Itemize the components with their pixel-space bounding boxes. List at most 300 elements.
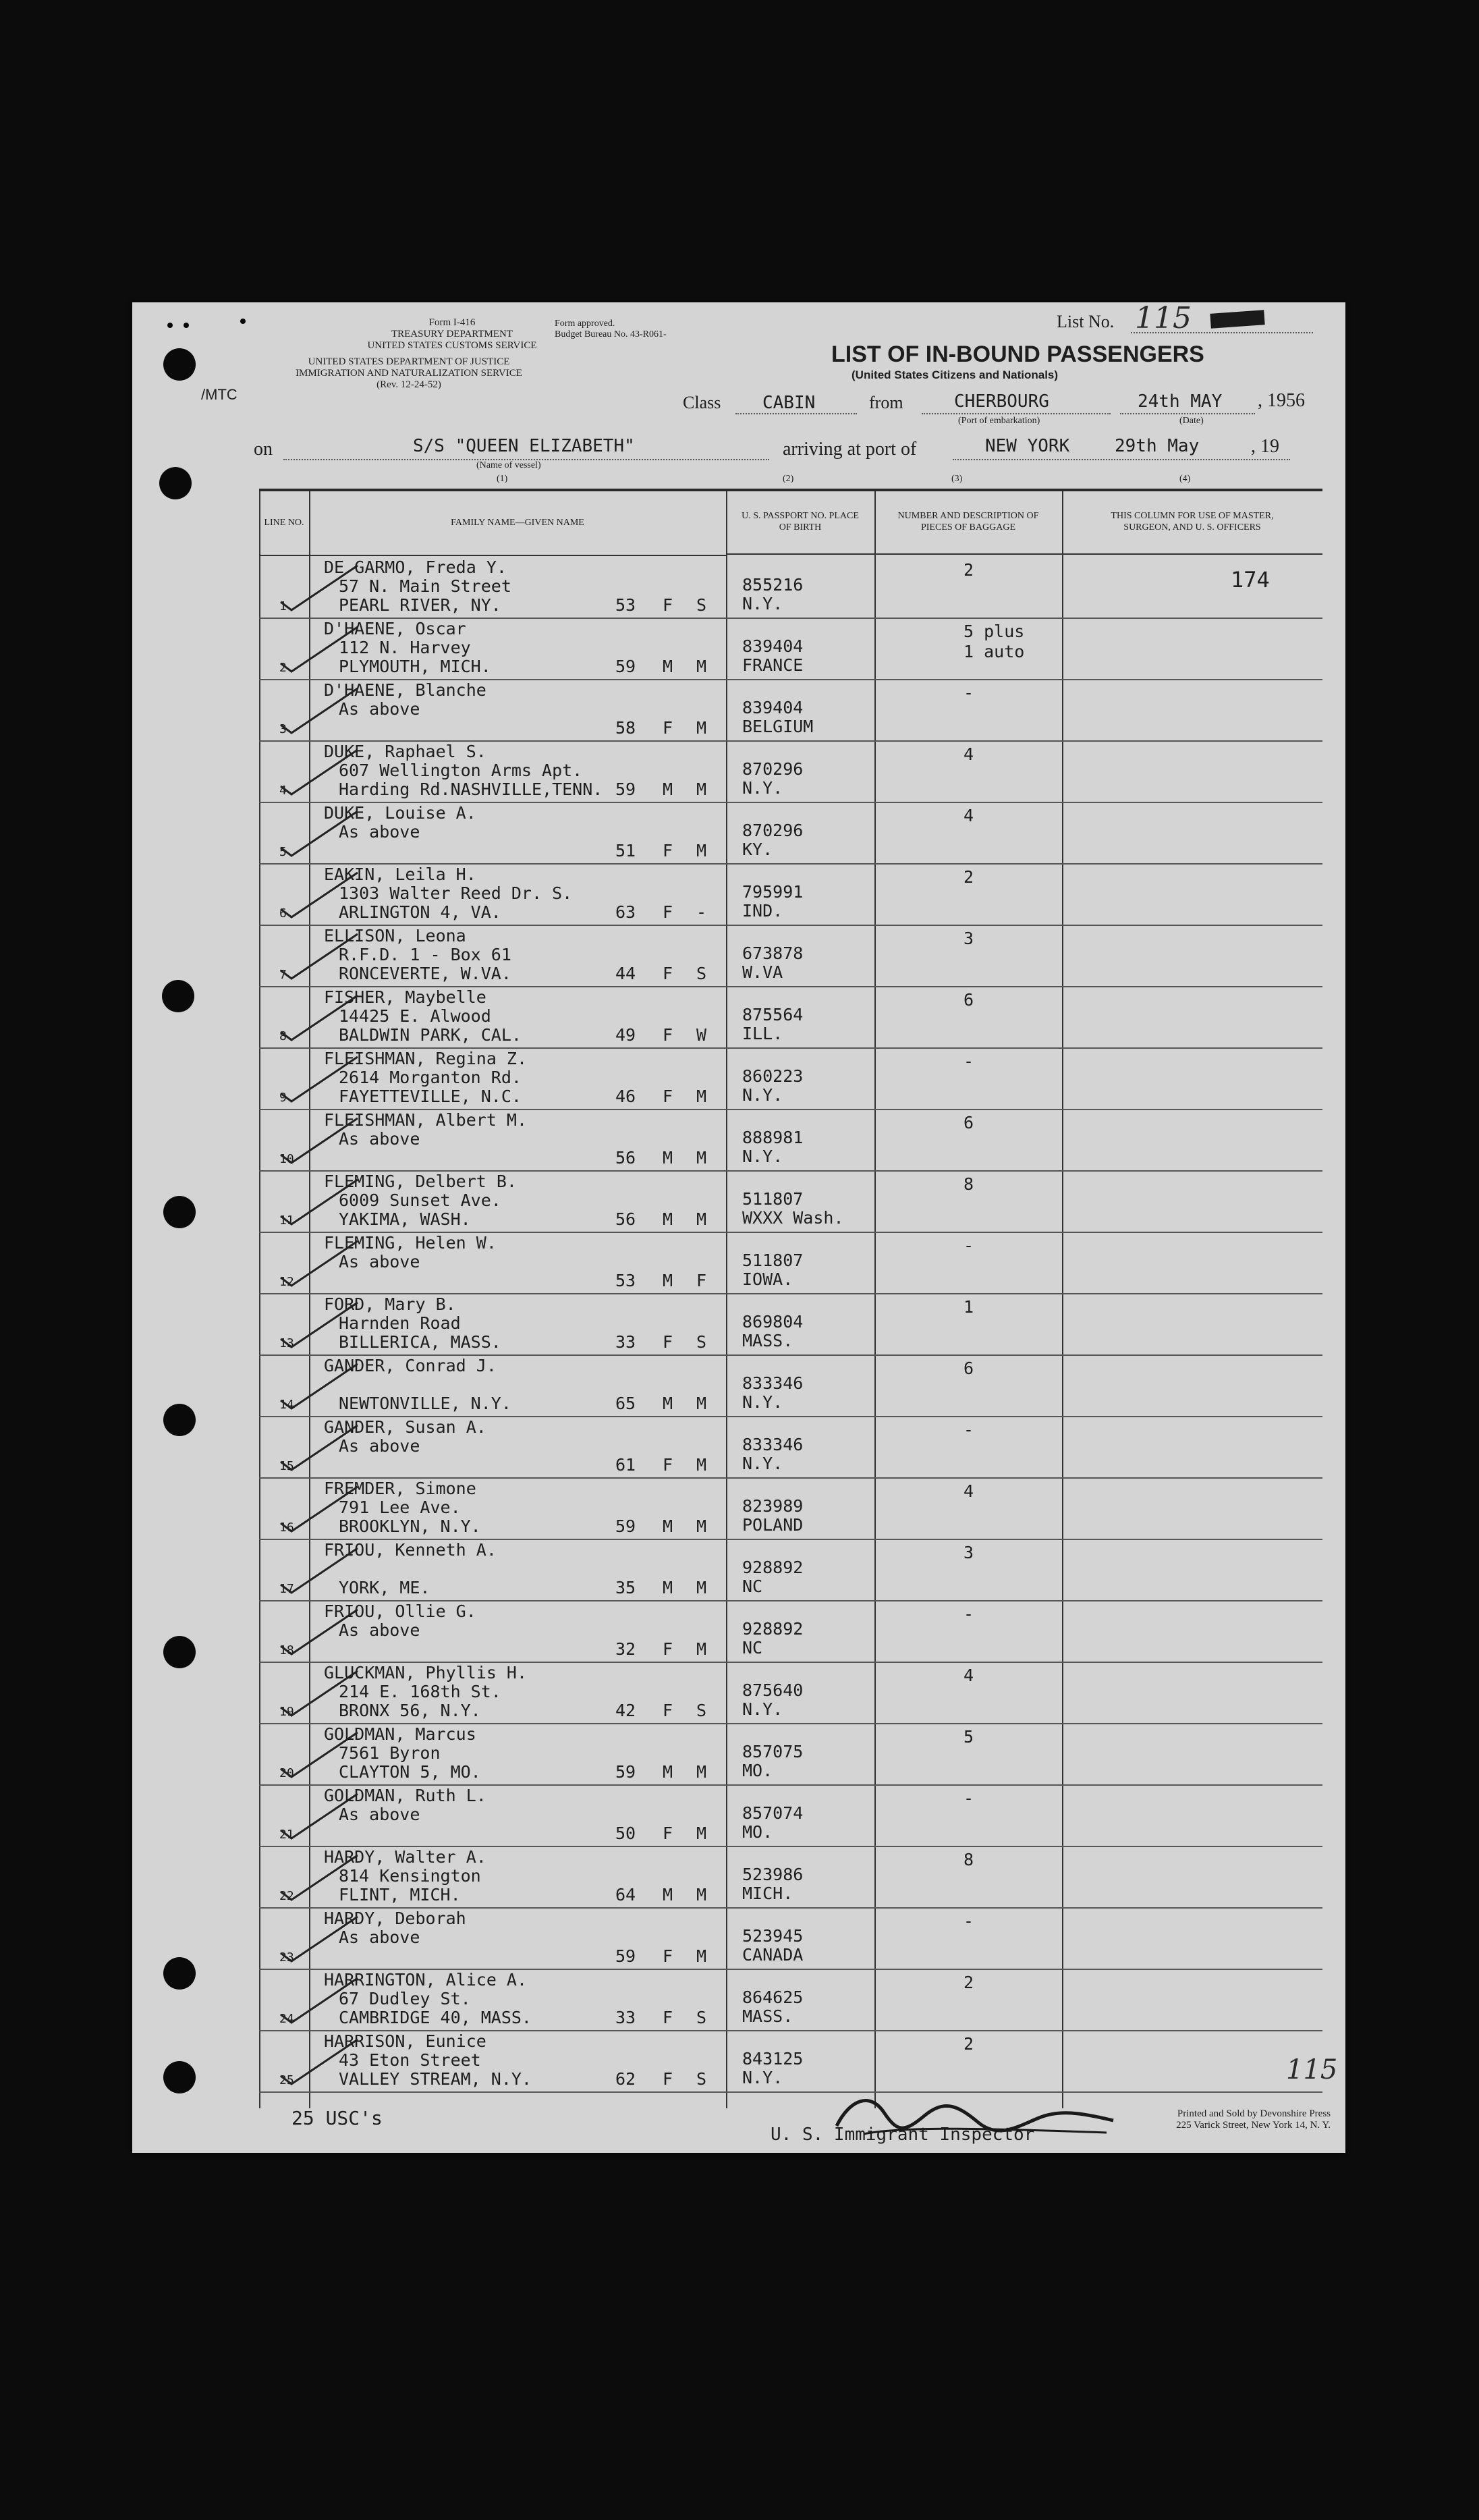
address-line-2: NEWTONVILLE, N.Y. xyxy=(339,1394,511,1413)
sex: F xyxy=(663,595,673,615)
place-of-birth: W.VA xyxy=(742,962,783,982)
place-of-birth: N.Y. xyxy=(742,1699,783,1719)
address-line-2: VALLEY STREAM, N.Y. xyxy=(339,2069,532,2089)
passport-number: 511807 xyxy=(742,1189,804,1209)
address-line-1: 6009 Sunset Ave. xyxy=(339,1190,501,1210)
baggage-count: - xyxy=(964,1604,974,1624)
place-of-birth: WXXX Wash. xyxy=(742,1208,844,1228)
age: 65 xyxy=(615,1394,636,1413)
passenger-name: FRIOU, Ollie G. xyxy=(324,1601,476,1621)
address-line-2: FLINT, MICH. xyxy=(339,1885,461,1905)
sex: F xyxy=(663,1025,673,1045)
marital-status: M xyxy=(696,1885,707,1905)
baggage-count: 2 xyxy=(964,560,974,580)
budget-bureau: Budget Bureau No. 43-R061- xyxy=(555,329,667,339)
place-of-birth: MO. xyxy=(742,1761,773,1780)
passenger-name: HARDY, Deborah xyxy=(324,1909,466,1928)
inspector-title: U. S. Immigrant Inspector xyxy=(771,2125,1035,2145)
sex: F xyxy=(663,1332,673,1352)
passport-number: 875640 xyxy=(742,1680,804,1700)
ins-service: IMMIGRATION AND NATURALIZATION SERVICE xyxy=(296,368,522,379)
col-number-3: (3) xyxy=(951,474,963,484)
sex: F xyxy=(663,1824,673,1843)
checkmark-icon xyxy=(277,1481,364,1535)
passenger-name: FLEISHMAN, Regina Z. xyxy=(324,1049,528,1068)
age: 49 xyxy=(615,1025,636,1045)
table-row xyxy=(259,1416,1322,1479)
sex: F xyxy=(663,1087,673,1106)
punch-hole xyxy=(159,467,192,499)
sex: F xyxy=(663,1701,673,1720)
baggage-count: 4 xyxy=(964,806,974,825)
address-line-2: BILLERICA, MASS. xyxy=(339,1332,501,1352)
passport-number: 870296 xyxy=(742,821,804,840)
passport-number: 860223 xyxy=(742,1066,804,1086)
marital-status: M xyxy=(696,841,707,860)
list-number-line xyxy=(1131,332,1313,333)
line-number: 14 xyxy=(279,1398,294,1412)
checkmark-icon xyxy=(277,1788,364,1842)
passenger-name: GANDER, Susan A. xyxy=(324,1417,486,1437)
from-label: from xyxy=(869,393,903,412)
age: 53 xyxy=(615,1271,636,1290)
checkmark-icon xyxy=(277,2034,364,2088)
table-row xyxy=(259,1354,1322,1417)
marital-status: M xyxy=(696,1578,707,1597)
checkmark-icon xyxy=(277,1604,364,1658)
checkmark-icon xyxy=(277,1051,364,1105)
age: 61 xyxy=(615,1455,636,1475)
place-of-birth: KY. xyxy=(742,840,773,859)
address-line-2: Harding Rd.NASHVILLE,TENN. xyxy=(339,779,603,799)
date-line xyxy=(1120,413,1255,414)
passport-number: 857074 xyxy=(742,1803,804,1823)
age: 58 xyxy=(615,718,636,738)
address-line-1: 814 Kensington xyxy=(339,1866,481,1886)
marital-status: M xyxy=(696,1148,707,1168)
address-line-1: R.F.D. 1 - Box 61 xyxy=(339,945,511,964)
baggage-count: 6 xyxy=(964,1113,974,1132)
sex: M xyxy=(663,779,673,799)
age: 59 xyxy=(615,779,636,799)
marital-status: S xyxy=(696,964,707,983)
passenger-name: GOLDMAN, Ruth L. xyxy=(324,1786,486,1805)
form-title: LIST OF IN-BOUND PASSENGERS xyxy=(831,341,1204,367)
place-of-birth: MASS. xyxy=(742,1331,793,1350)
line-number: 9 xyxy=(279,1091,287,1105)
total-citizens: 25 USC's xyxy=(291,2107,383,2129)
place-of-birth: N.Y. xyxy=(742,1392,783,1412)
passenger-name: HARDY, Walter A. xyxy=(324,1847,486,1867)
table-row xyxy=(259,1600,1322,1663)
line-number: 10 xyxy=(279,1152,294,1166)
baggage-count: 8 xyxy=(964,1174,974,1194)
line-number: 3 xyxy=(279,722,287,736)
sex: F xyxy=(663,1639,673,1659)
table-row xyxy=(259,1293,1322,1356)
customs-service: UNITED STATES CUSTOMS SERVICE xyxy=(367,340,537,351)
sex: M xyxy=(663,657,673,676)
checkmark-icon xyxy=(277,1973,364,2027)
address-line-1: 57 N. Main Street xyxy=(339,576,511,596)
checkmark-icon xyxy=(277,990,364,1044)
table-row xyxy=(259,1047,1322,1110)
baggage-count: 6 xyxy=(964,1359,974,1378)
line-number: 21 xyxy=(279,1828,294,1842)
table-row xyxy=(259,863,1322,926)
place-of-birth: ILL. xyxy=(742,1024,783,1043)
line-number: 4 xyxy=(279,784,287,798)
age: 59 xyxy=(615,1516,636,1536)
line-number: 20 xyxy=(279,1766,294,1780)
address-line-1: 14425 E. Alwood xyxy=(339,1006,491,1026)
punch-hole xyxy=(163,2061,196,2093)
place-of-birth: BELGIUM xyxy=(742,717,814,736)
sex: M xyxy=(663,1516,673,1536)
place-of-birth: CANADA xyxy=(742,1945,804,1965)
place-of-birth: N.Y. xyxy=(742,2068,783,2087)
header-name: FAMILY NAME—GIVEN NAME xyxy=(309,491,726,556)
vessel-name: S/S "QUEEN ELIZABETH" xyxy=(413,436,635,456)
address-line-2: RONCEVERTE, W.VA. xyxy=(339,964,511,983)
table-row xyxy=(259,802,1322,865)
checkmark-icon xyxy=(277,1727,364,1781)
line-number: 6 xyxy=(279,906,287,921)
age: 64 xyxy=(615,1885,636,1905)
table-row xyxy=(259,1109,1322,1172)
passport-number: 855216 xyxy=(742,575,804,595)
mtc-mark: /MTC xyxy=(201,386,238,403)
header-line-no: LINE NO. xyxy=(259,491,309,556)
inspector-signature xyxy=(823,2085,1120,2146)
form-revision: (Rev. 12-24-52) xyxy=(376,379,441,390)
passenger-name: FORD, Mary B. xyxy=(324,1294,456,1314)
checkmark-icon xyxy=(277,1236,364,1290)
line-number: 25 xyxy=(279,2073,294,2087)
passenger-name: DUKE, Louise A. xyxy=(324,803,476,823)
punch-hole xyxy=(163,1404,196,1436)
passport-number: 523986 xyxy=(742,1865,804,1884)
sex: M xyxy=(663,1885,673,1905)
address-line-1: 214 E. 168th St. xyxy=(339,1682,501,1701)
address-line-1: As above xyxy=(339,1927,420,1947)
marital-status: M xyxy=(696,718,707,738)
marital-status: M xyxy=(696,1394,707,1413)
passenger-name: GLUCKMAN, Phyllis H. xyxy=(324,1663,528,1682)
justice-block xyxy=(274,356,544,391)
place-of-birth: N.Y. xyxy=(742,1454,783,1473)
place-of-birth: N.Y. xyxy=(742,1085,783,1105)
header-officers: THIS COLUMN FOR USE OF MASTER, SURGEON, AND U. S. OFFICERS xyxy=(1062,491,1322,555)
address-line-2: FAYETTEVILLE, N.C. xyxy=(339,1087,522,1106)
line-number: 1 xyxy=(279,599,287,613)
age: 59 xyxy=(615,1762,636,1782)
age: 51 xyxy=(615,841,636,860)
punch-hole xyxy=(163,348,196,381)
passenger-table xyxy=(259,489,1322,2108)
marital-status: M xyxy=(696,1946,707,1966)
agency-block xyxy=(358,317,547,352)
passenger-name: ELLISON, Leona xyxy=(324,926,466,946)
baggage-count: 3 xyxy=(964,1543,974,1562)
printer-credit xyxy=(1093,2108,1331,2131)
page-count-note: 115 xyxy=(1286,2054,1338,2085)
place-of-birth: MICH. xyxy=(742,1884,793,1903)
age: 46 xyxy=(615,1087,636,1106)
line-number: 2 xyxy=(279,661,287,675)
address-line-2: YAKIMA, WASH. xyxy=(339,1209,471,1229)
col-number-1: (1) xyxy=(497,474,508,484)
margin-mark xyxy=(184,323,189,328)
marital-status: M xyxy=(696,1455,707,1475)
baggage-count: 5 plus xyxy=(964,622,1025,641)
passenger-name: FLEMING, Helen W. xyxy=(324,1233,497,1253)
arrival-port: NEW YORK xyxy=(985,436,1070,456)
address-line-1: 1303 Walter Reed Dr. S. xyxy=(339,883,573,903)
passport-number: 523945 xyxy=(742,1926,804,1946)
address-line-2: BRONX 56, N.Y. xyxy=(339,1701,481,1720)
table-row xyxy=(259,556,1322,619)
place-of-birth: MASS. xyxy=(742,2006,793,2026)
justice-dept: UNITED STATES DEPARTMENT OF JUSTICE xyxy=(308,356,510,367)
address-line-2: BROOKLYN, N.Y. xyxy=(339,1516,481,1536)
arrival-line xyxy=(953,459,1290,460)
baggage-count: 8 xyxy=(964,1850,974,1869)
age: 32 xyxy=(615,1639,636,1659)
line-number: 24 xyxy=(279,2012,294,2026)
checkmark-icon xyxy=(277,1174,364,1228)
punch-hole xyxy=(163,1636,196,1668)
officer-note: 174 xyxy=(1231,567,1270,593)
punch-hole xyxy=(162,980,194,1012)
checkmark-icon xyxy=(277,1666,364,1720)
table-row xyxy=(259,618,1322,680)
age: 35 xyxy=(615,1578,636,1597)
checkmark-icon xyxy=(277,744,364,798)
baggage-count: 6 xyxy=(964,990,974,1010)
line-number: 23 xyxy=(279,1950,294,1965)
baggage-count: - xyxy=(964,683,974,703)
arrival-year: , 19 xyxy=(1251,436,1279,457)
passenger-name: DUKE, Raphael S. xyxy=(324,742,486,761)
header-passport: U. S. PASSPORT NO. PLACE OF BIRTH xyxy=(726,491,874,555)
passport-number: 888981 xyxy=(742,1128,804,1147)
address-line-1: As above xyxy=(339,1805,420,1824)
date-value: 24th MAY xyxy=(1138,391,1223,412)
sex: M xyxy=(663,1578,673,1597)
sex: F xyxy=(663,2069,673,2089)
on-label: on xyxy=(254,439,273,460)
age: 42 xyxy=(615,1701,636,1720)
passport-number: 673878 xyxy=(742,943,804,963)
passenger-name: D'HAENE, Blanche xyxy=(324,680,486,700)
checkmark-icon xyxy=(277,683,364,737)
table-row xyxy=(259,1477,1322,1540)
address-line-2: ARLINGTON 4, VA. xyxy=(339,902,501,922)
passport-number: 870296 xyxy=(742,759,804,779)
table-row xyxy=(259,1662,1322,1724)
marital-status: M xyxy=(696,1209,707,1229)
table-row xyxy=(259,1784,1322,1847)
class-value: CABIN xyxy=(762,393,816,413)
passport-number: 511807 xyxy=(742,1251,804,1270)
baggage-count: - xyxy=(964,1788,974,1808)
address-line-1: 112 N. Harvey xyxy=(339,638,471,657)
address-line-1: As above xyxy=(339,1436,420,1456)
baggage-extra: 1 auto xyxy=(964,642,1025,661)
address-line-2: BALDWIN PARK, CAL. xyxy=(339,1025,522,1045)
baggage-count: 2 xyxy=(964,867,974,887)
address-line-1: As above xyxy=(339,1620,420,1640)
baggage-count: 5 xyxy=(964,1727,974,1747)
printer-line-2: 225 Varick Street, New York 14, N. Y. xyxy=(1176,2120,1331,2131)
baggage-count: - xyxy=(964,1911,974,1931)
marital-status: - xyxy=(696,902,707,922)
marital-status: W xyxy=(696,1025,707,1045)
marital-status: M xyxy=(696,1087,707,1106)
passenger-name: FISHER, Maybelle xyxy=(324,987,486,1007)
line-number: 11 xyxy=(279,1213,294,1228)
marital-status: S xyxy=(696,2008,707,2027)
address-line-1: As above xyxy=(339,1129,420,1149)
checkmark-icon xyxy=(277,1850,364,1904)
age: 33 xyxy=(615,2008,636,2027)
sex: F xyxy=(663,2008,673,2027)
passenger-name: FLEISHMAN, Albert M. xyxy=(324,1110,528,1130)
marital-status: S xyxy=(696,2069,707,2089)
age: 44 xyxy=(615,964,636,983)
age: 50 xyxy=(615,1824,636,1843)
col-number-4: (4) xyxy=(1179,474,1191,484)
age: 53 xyxy=(615,595,636,615)
marital-status: M xyxy=(696,779,707,799)
marital-status: F xyxy=(696,1271,707,1290)
table-row xyxy=(259,1232,1322,1294)
sex: M xyxy=(663,1394,673,1413)
arrival-date: 29th May xyxy=(1115,436,1200,456)
line-number: 8 xyxy=(279,1029,287,1043)
arriving-label: arriving at port of xyxy=(783,439,917,460)
line-number: 5 xyxy=(279,845,287,859)
approval-block xyxy=(555,319,667,340)
address-line-1: As above xyxy=(339,699,420,719)
sex: F xyxy=(663,1455,673,1475)
baggage-count: 3 xyxy=(964,929,974,948)
passport-number: 928892 xyxy=(742,1558,804,1577)
marital-status: M xyxy=(696,1516,707,1536)
line-number: 7 xyxy=(279,968,287,982)
form-subtitle: (United States Citizens and Nationals) xyxy=(852,368,1059,381)
checkmark-icon xyxy=(277,806,364,860)
col-number-2: (2) xyxy=(783,474,794,484)
form-number: Form I-416 xyxy=(428,317,476,328)
table-row xyxy=(259,679,1322,742)
passport-number: 795991 xyxy=(742,882,804,902)
table-row xyxy=(259,1170,1322,1233)
checkmark-icon xyxy=(277,1543,364,1597)
treasury-dept: TREASURY DEPARTMENT xyxy=(391,329,513,339)
punch-hole xyxy=(163,1957,196,1990)
address-line-2: CAMBRIDGE 40, MASS. xyxy=(339,2008,532,2027)
punch-hole xyxy=(163,1196,196,1228)
age: 56 xyxy=(615,1209,636,1229)
baggage-count: 2 xyxy=(964,2034,974,2054)
line-number: 22 xyxy=(279,1889,294,1903)
sex: M xyxy=(663,1148,673,1168)
table-row xyxy=(259,986,1322,1049)
passport-number: 833346 xyxy=(742,1373,804,1393)
age: 62 xyxy=(615,2069,636,2089)
address-line-1: 607 Wellington Arms Apt. xyxy=(339,761,583,780)
checkmark-icon xyxy=(277,929,364,983)
baggage-count: - xyxy=(964,1420,974,1440)
margin-mark xyxy=(240,319,246,324)
line-number: 17 xyxy=(279,1582,294,1596)
passport-number: 869804 xyxy=(742,1312,804,1332)
list-number: 115 xyxy=(1135,301,1192,335)
table-row xyxy=(259,925,1322,987)
address-line-1: Harnden Road xyxy=(339,1313,461,1333)
passport-number: 839404 xyxy=(742,636,804,656)
passenger-name: EAKIN, Leila H. xyxy=(324,865,476,884)
class-line xyxy=(735,413,857,414)
passenger-name: DE GARMO, Freda Y. xyxy=(324,557,507,577)
place-of-birth: N.Y. xyxy=(742,594,783,613)
table-row xyxy=(259,1539,1322,1601)
age: 59 xyxy=(615,657,636,676)
printer-line-1: Printed and Sold by Devonshire Press xyxy=(1177,2108,1331,2119)
table-row xyxy=(259,1907,1322,1970)
passenger-name: HARRINGTON, Alice A. xyxy=(324,1970,528,1990)
age: 59 xyxy=(615,1946,636,1966)
checkmark-icon xyxy=(277,1113,364,1167)
checkmark-icon xyxy=(277,1297,364,1351)
baggage-count: 2 xyxy=(964,1973,974,1992)
header-baggage: NUMBER AND DESCRIPTION OF PIECES OF BAGGAGE xyxy=(874,491,1062,555)
marital-status: M xyxy=(696,1824,707,1843)
vessel-caption: (Name of vessel) xyxy=(476,460,541,470)
passenger-name: GOLDMAN, Marcus xyxy=(324,1724,476,1744)
passport-number: 928892 xyxy=(742,1619,804,1639)
passport-number: 843125 xyxy=(742,2049,804,2069)
passenger-name: HARRISON, Eunice xyxy=(324,2031,486,2051)
sex: F xyxy=(663,841,673,860)
sex: F xyxy=(663,902,673,922)
marital-status: M xyxy=(696,1762,707,1782)
class-label: Class xyxy=(683,393,721,412)
place-of-birth: POLAND xyxy=(742,1515,804,1535)
passport-number: 833346 xyxy=(742,1435,804,1454)
marital-status: S xyxy=(696,595,707,615)
sex: F xyxy=(663,964,673,983)
marital-status: M xyxy=(696,1639,707,1659)
marital-status: S xyxy=(696,1701,707,1720)
address-line-1: 43 Eton Street xyxy=(339,2050,481,2070)
line-number: 15 xyxy=(279,1459,294,1473)
line-number: 12 xyxy=(279,1275,294,1289)
checkmark-icon xyxy=(277,867,364,921)
marital-status: S xyxy=(696,1332,707,1352)
passenger-name: FLEMING, Delbert B. xyxy=(324,1172,517,1191)
margin-mark xyxy=(167,323,173,328)
passenger-name: FREMDER, Simone xyxy=(324,1479,476,1498)
table-row xyxy=(259,740,1322,803)
date-caption: (Date) xyxy=(1179,416,1204,426)
passenger-name: D'HAENE, Oscar xyxy=(324,619,466,638)
address-line-1: 791 Lee Ave. xyxy=(339,1498,461,1517)
baggage-count: 4 xyxy=(964,1666,974,1685)
line-number: 16 xyxy=(279,1521,294,1535)
